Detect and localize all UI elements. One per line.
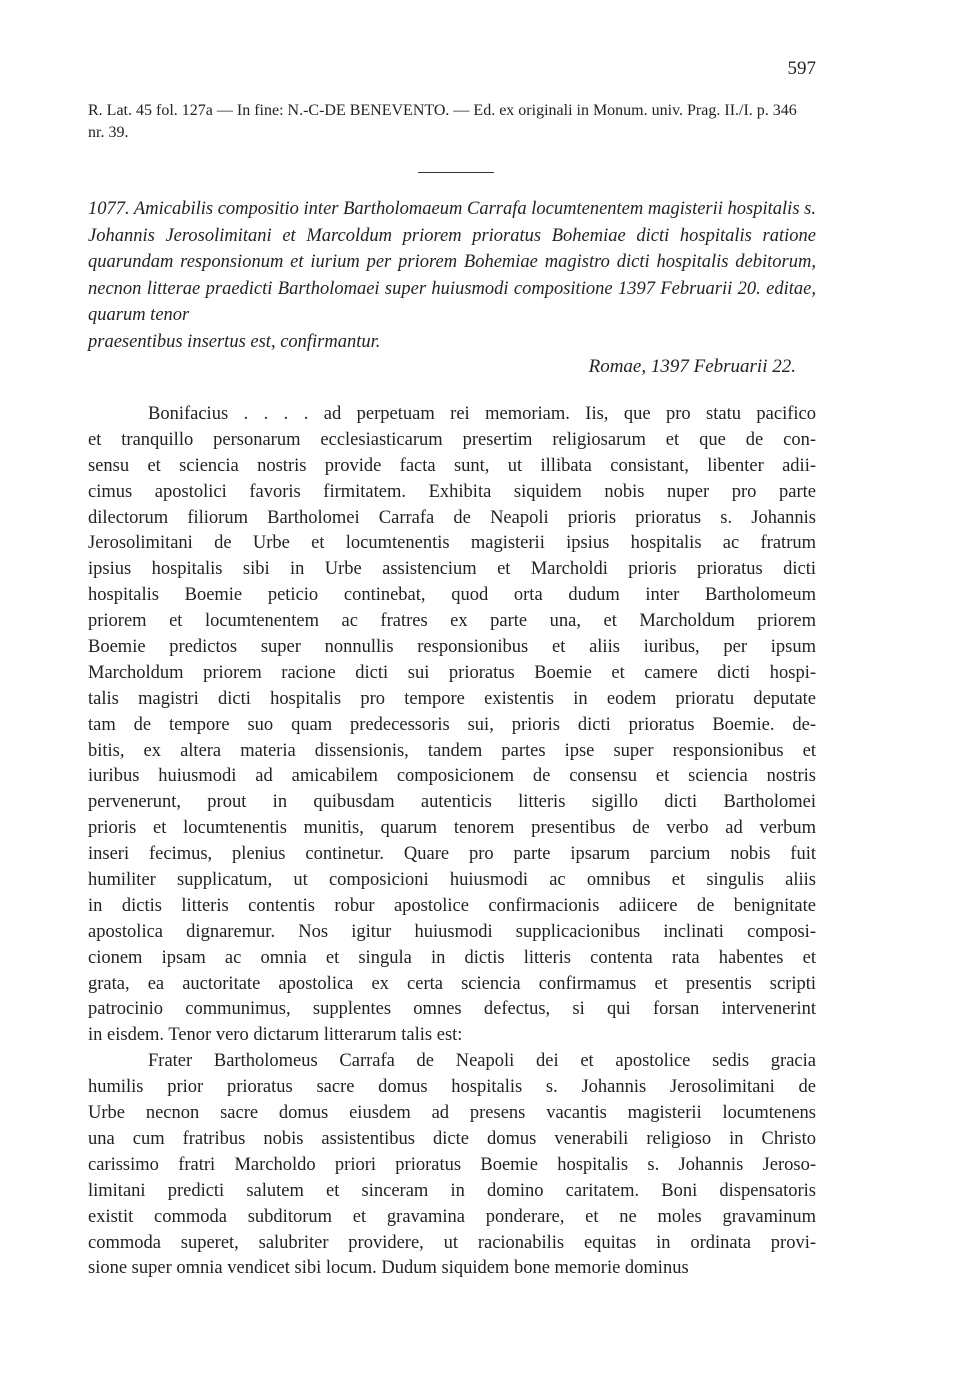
body-line: carissimo fratri Marcholdo priori prioratus Boemie hospitalis s. Johannis Jeroso- xyxy=(88,1154,816,1175)
body-line: humilis prior prioratus sacre domus hospitalis s. Johannis Jerosolimitani de xyxy=(88,1077,816,1098)
page-number: 597 xyxy=(787,58,816,79)
body-line: tam de tempore suo quam predecessoris sui, prioris dicti prioratus Boemie. de- xyxy=(88,714,816,735)
body-line: existit commoda subditorum et gravamina ponderare, et ne moles gravaminum xyxy=(88,1206,816,1227)
body-text xyxy=(88,402,816,1282)
place-date: Romae, 1397 Februarii 22. xyxy=(588,356,796,377)
body-line: commoda superet, salubriter providere, ut racionabilis equitas in ordinata provi- xyxy=(88,1232,816,1253)
body-line: grata, ea auctoritate apostolica ex certa sciencia confirmamus et presentis scripti xyxy=(88,973,816,994)
source-note: R. Lat. 45 fol. 127a — In fine: N.-C-DE BENEVENTO. — Ed. ex originali in Monum. univ. Prag. II./I. p. 346 nr. 39. xyxy=(88,102,797,141)
body-line: humiliter supplicatum, ut composicioni huiusmodi ac omnibus et singulis aliis xyxy=(88,870,816,891)
body-line: cimus apostolici favoris firmitatem. Exhibita siquidem nobis nuper pro parte xyxy=(88,481,816,502)
body-line: Urbe necnon sacre domus eiusdem ad presens vacantis magisterii locumtenens xyxy=(88,1103,816,1124)
body-line: Frater Bartholomeus Carrafa de Neapoli dei et apostolice sedis gracia xyxy=(148,1051,816,1072)
body-line: Boemie predictos super nonnullis responsionibus et aliis iuribus, per ipsum xyxy=(88,637,816,658)
body-line: bitis, ex altera materia dissensionis, tandem partes ipse super responsionibus et xyxy=(88,740,816,761)
body-line: patrocinio communimus, supplentes omnes defectus, si qui forsan intervenerint xyxy=(88,999,816,1020)
separator-rule xyxy=(418,172,494,173)
body-line: dilectorum filiorum Bartholomei Carrafa de Neapoli prioris prioratus s. Johannis xyxy=(88,507,816,528)
regest-summary xyxy=(88,196,816,355)
body-line: et tranquillo personarum ecclesiasticarum presertim religiosarum et que de con- xyxy=(88,429,816,450)
body-line: talis magistri dicti hospitalis pro tempore existentis in eodem prioratu deputate xyxy=(88,688,816,709)
body-line: sione super omnia vendicet sibi locum. Dudum siquidem bone memorie dominus xyxy=(88,1258,689,1279)
body-line: in dictis litteris contentis robur apostolice confirmacionis adiicere de benignitate xyxy=(88,895,816,916)
body-line: inseri fecimus, plenius continetur. Quare pro parte ipsarum parcium nobis fuit xyxy=(88,844,816,865)
body-line: limitani predicti salutem et sinceram in domino caritatem. Boni dispensatoris xyxy=(88,1180,816,1201)
body-line: cionem ipsam ac omnia et singula in dictis litteris contenta rata habentes et xyxy=(88,947,816,968)
body-line: priorem et locumtenentem ac fratres ex parte una, et Marcholdum priorem xyxy=(88,611,816,632)
body-line: ipsius hospitalis sibi in Urbe assistencium et Marcholdi prioris prioratus dicti xyxy=(88,559,816,580)
body-line: iuribus huiusmodi ad amicabilem composicionem de consensu et sciencia nostris xyxy=(88,766,816,787)
body-line: hospitalis Boemie peticio continebat, quod orta dudum inter Bartholomeum xyxy=(88,585,816,606)
body-line: Jerosolimitani de Urbe et locumtenentis magisterii ipsius hospitalis ac fratrum xyxy=(88,533,816,554)
body-line: apostolica dignaremur. Nos igitur huiusmodi supplicacionibus inclinati composi- xyxy=(88,921,816,942)
body-line: pervenerunt, prout in quibusdam autenticis litteris sigillo dicti Bartholomei xyxy=(88,792,816,813)
body-line: Marcholdum priorem racione dicti sui prioratus Boemie et camere dicti hospi- xyxy=(88,662,816,683)
regest-main: 1077. Amicabilis compositio inter Bartholomaeum Carrafa locumtenentem magisterii hospitalis s. Johannis Jerosolimitani et Marcoldum priorem prioratus Bohemiae dicti hospitalis ratione quarundam responsionum et iurium per priorem Bohemiae magistro dicti hospitalis debitorum, necnon litterae praedicti Bartholomaei super huiusmodi compositione 1397 Februarii 20. editae, quarum tenor xyxy=(88,199,816,325)
body-line: in eisdem. Tenor vero dictarum litterarum talis est: xyxy=(88,1025,463,1046)
body-line: una cum fratribus nobis assistentibus dicte domus venerabili religioso in Christo xyxy=(88,1128,816,1149)
body-line: prioris et locumtenentis munitis, quarum tenorem presentibus de verbo ad verbum xyxy=(88,818,816,839)
regest-last-line: praesentibus insertus est, confirmantur. xyxy=(88,331,381,352)
body-line: sensu et sciencia nostris provide facta sunt, ut illibata consistant, libenter adii- xyxy=(88,455,816,476)
body-line: Bonifacius . . . . ad perpetuam rei memoriam. Iis, que pro statu pacifico xyxy=(148,404,816,424)
